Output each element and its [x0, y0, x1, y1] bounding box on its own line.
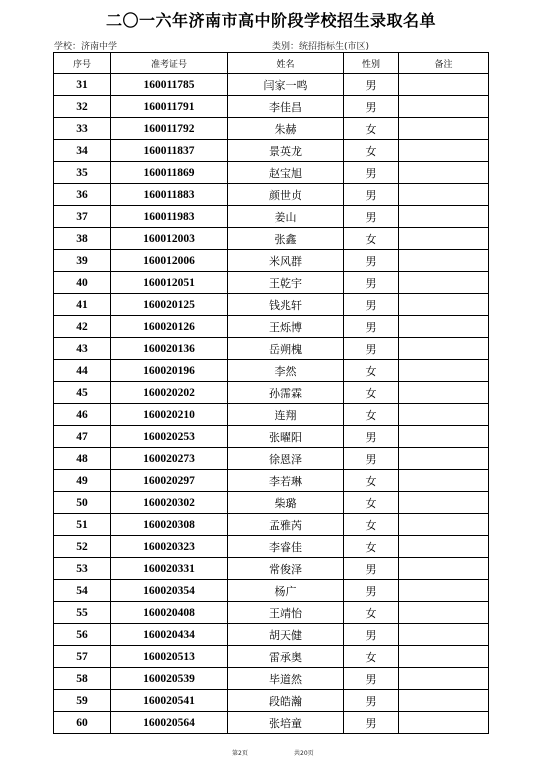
name-cell: 毕道然 [228, 668, 344, 690]
name-cell: 张曜阳 [228, 426, 344, 448]
seq-cell: 55 [54, 602, 111, 624]
gender-cell: 男 [344, 184, 399, 206]
table-row [54, 294, 489, 316]
header-name: 姓名 [228, 53, 344, 74]
exam-number-cell: 160020253 [111, 426, 228, 448]
remarks-cell [399, 162, 489, 184]
seq-cell: 49 [54, 470, 111, 492]
gender-cell: 女 [344, 470, 399, 492]
table-header-row [54, 53, 489, 74]
exam-number-cell: 160012003 [111, 228, 228, 250]
seq-cell: 45 [54, 382, 111, 404]
total-pages: 共20页 [294, 750, 314, 757]
table-row [54, 250, 489, 272]
remarks-cell [399, 184, 489, 206]
page-number: 第2页 [232, 750, 248, 757]
remarks-cell [399, 558, 489, 580]
table-row [54, 272, 489, 294]
remarks-cell [399, 360, 489, 382]
seq-cell: 53 [54, 558, 111, 580]
exam-number-cell: 160012051 [111, 272, 228, 294]
table-row [54, 184, 489, 206]
exam-number-cell: 160020354 [111, 580, 228, 602]
table-row [54, 162, 489, 184]
table-row [54, 690, 489, 712]
table-row [54, 558, 489, 580]
table-row [54, 74, 489, 96]
exam-number-cell: 160020434 [111, 624, 228, 646]
school-label: 学校：济南中学 [54, 42, 118, 52]
exam-number-cell: 160011869 [111, 162, 228, 184]
remarks-cell [399, 294, 489, 316]
name-cell: 王乾宇 [228, 272, 344, 294]
remarks-cell [399, 448, 489, 470]
remarks-cell [399, 206, 489, 228]
table-row [54, 404, 489, 426]
remarks-cell [399, 118, 489, 140]
seq-cell: 60 [54, 712, 111, 734]
exam-number-cell: 160011983 [111, 206, 228, 228]
exam-number-cell: 160020136 [111, 338, 228, 360]
remarks-cell [399, 74, 489, 96]
seq-cell: 42 [54, 316, 111, 338]
gender-cell: 女 [344, 228, 399, 250]
exam-number-cell: 160012006 [111, 250, 228, 272]
name-cell: 李佳昌 [228, 96, 344, 118]
exam-number-cell: 160020331 [111, 558, 228, 580]
header-seq: 序号 [54, 53, 111, 74]
seq-cell: 35 [54, 162, 111, 184]
exam-number-cell: 160020126 [111, 316, 228, 338]
table-row [54, 448, 489, 470]
remarks-cell [399, 602, 489, 624]
table-row [54, 96, 489, 118]
exam-number-cell: 160020196 [111, 360, 228, 382]
gender-cell: 女 [344, 514, 399, 536]
remarks-cell [399, 338, 489, 360]
gender-cell: 女 [344, 404, 399, 426]
seq-cell: 33 [54, 118, 111, 140]
seq-cell: 51 [54, 514, 111, 536]
name-cell: 李然 [228, 360, 344, 382]
table-row [54, 668, 489, 690]
gender-cell: 男 [344, 448, 399, 470]
name-cell: 孙霈霖 [228, 382, 344, 404]
name-cell: 朱赫 [228, 118, 344, 140]
table-row [54, 228, 489, 250]
seq-cell: 40 [54, 272, 111, 294]
gender-cell: 男 [344, 96, 399, 118]
table-row [54, 426, 489, 448]
remarks-cell [399, 712, 489, 734]
seq-cell: 39 [54, 250, 111, 272]
table-row [54, 338, 489, 360]
seq-cell: 52 [54, 536, 111, 558]
table-row [54, 316, 489, 338]
table-row [54, 646, 489, 668]
table-row [54, 118, 489, 140]
name-cell: 徐恩泽 [228, 448, 344, 470]
document-title: 二〇一六年济南市高中阶段学校招生录取名单 [105, 11, 436, 30]
seq-cell: 38 [54, 228, 111, 250]
exam-number-cell: 160020564 [111, 712, 228, 734]
remarks-cell [399, 404, 489, 426]
table-row [54, 712, 489, 734]
gender-cell: 男 [344, 294, 399, 316]
seq-cell: 57 [54, 646, 111, 668]
exam-number-cell: 160020308 [111, 514, 228, 536]
seq-cell: 58 [54, 668, 111, 690]
table-row [54, 624, 489, 646]
seq-cell: 44 [54, 360, 111, 382]
gender-cell: 男 [344, 272, 399, 294]
gender-cell: 男 [344, 712, 399, 734]
table-row [54, 492, 489, 514]
remarks-cell [399, 316, 489, 338]
name-cell: 张培童 [228, 712, 344, 734]
name-cell: 雷承奥 [228, 646, 344, 668]
seq-cell: 41 [54, 294, 111, 316]
table-row [54, 140, 489, 162]
gender-cell: 男 [344, 426, 399, 448]
table-row [54, 580, 489, 602]
remarks-cell [399, 228, 489, 250]
exam-number-cell: 160020273 [111, 448, 228, 470]
gender-cell: 男 [344, 316, 399, 338]
name-cell: 常俊泽 [228, 558, 344, 580]
seq-cell: 31 [54, 74, 111, 96]
name-cell: 杨广 [228, 580, 344, 602]
name-cell: 赵宝旭 [228, 162, 344, 184]
gender-cell: 男 [344, 580, 399, 602]
remarks-cell [399, 426, 489, 448]
name-cell: 闫家一鸣 [228, 74, 344, 96]
name-cell: 张鑫 [228, 228, 344, 250]
name-cell: 孟雅芮 [228, 514, 344, 536]
gender-cell: 男 [344, 338, 399, 360]
seq-cell: 59 [54, 690, 111, 712]
name-cell: 李睿佳 [228, 536, 344, 558]
gender-cell: 女 [344, 646, 399, 668]
exam-number-cell: 160020297 [111, 470, 228, 492]
remarks-cell [399, 272, 489, 294]
seq-cell: 47 [54, 426, 111, 448]
header-remarks: 备注 [399, 53, 489, 74]
exam-number-cell: 160020302 [111, 492, 228, 514]
seq-cell: 48 [54, 448, 111, 470]
exam-number-cell: 160020202 [111, 382, 228, 404]
gender-cell: 女 [344, 602, 399, 624]
seq-cell: 32 [54, 96, 111, 118]
gender-cell: 男 [344, 624, 399, 646]
table-row [54, 470, 489, 492]
remarks-cell [399, 96, 489, 118]
seq-cell: 54 [54, 580, 111, 602]
seq-cell: 43 [54, 338, 111, 360]
exam-number-cell: 160020539 [111, 668, 228, 690]
remarks-cell [399, 668, 489, 690]
header-gender: 性别 [344, 53, 399, 74]
table-body [54, 74, 489, 734]
name-cell: 钱兆轩 [228, 294, 344, 316]
gender-cell: 女 [344, 140, 399, 162]
table-row [54, 360, 489, 382]
name-cell: 王烁博 [228, 316, 344, 338]
remarks-cell [399, 646, 489, 668]
table-row [54, 536, 489, 558]
header-exam-number: 准考证号 [111, 53, 228, 74]
gender-cell: 男 [344, 250, 399, 272]
name-cell: 柴璐 [228, 492, 344, 514]
name-cell: 景英龙 [228, 140, 344, 162]
exam-number-cell: 160011792 [111, 118, 228, 140]
remarks-cell [399, 470, 489, 492]
exam-number-cell: 160020323 [111, 536, 228, 558]
exam-number-cell: 160011785 [111, 74, 228, 96]
name-cell: 姜山 [228, 206, 344, 228]
gender-cell: 女 [344, 492, 399, 514]
seq-cell: 36 [54, 184, 111, 206]
category-label: 类别：统招指标生(市区) [272, 42, 370, 52]
gender-cell: 男 [344, 558, 399, 580]
seq-cell: 34 [54, 140, 111, 162]
gender-cell: 女 [344, 118, 399, 140]
admission-table [53, 52, 489, 734]
remarks-cell [399, 382, 489, 404]
gender-cell: 男 [344, 162, 399, 184]
name-cell: 岳朔槐 [228, 338, 344, 360]
exam-number-cell: 160020408 [111, 602, 228, 624]
exam-number-cell: 160020541 [111, 690, 228, 712]
remarks-cell [399, 624, 489, 646]
name-cell: 胡天健 [228, 624, 344, 646]
gender-cell: 男 [344, 668, 399, 690]
exam-number-cell: 160020210 [111, 404, 228, 426]
remarks-cell [399, 250, 489, 272]
gender-cell: 女 [344, 382, 399, 404]
table-row [54, 602, 489, 624]
name-cell: 李若琳 [228, 470, 344, 492]
exam-number-cell: 160011791 [111, 96, 228, 118]
name-cell: 段皓瀚 [228, 690, 344, 712]
remarks-cell [399, 690, 489, 712]
exam-number-cell: 160011837 [111, 140, 228, 162]
name-cell: 颜世贞 [228, 184, 344, 206]
name-cell: 米风群 [228, 250, 344, 272]
gender-cell: 男 [344, 206, 399, 228]
table-row [54, 514, 489, 536]
gender-cell: 女 [344, 536, 399, 558]
name-cell: 连翔 [228, 404, 344, 426]
gender-cell: 男 [344, 74, 399, 96]
table-row [54, 382, 489, 404]
remarks-cell [399, 580, 489, 602]
remarks-cell [399, 492, 489, 514]
table-row [54, 206, 489, 228]
exam-number-cell: 160020125 [111, 294, 228, 316]
seq-cell: 37 [54, 206, 111, 228]
seq-cell: 56 [54, 624, 111, 646]
name-cell: 王靖怡 [228, 602, 344, 624]
seq-cell: 50 [54, 492, 111, 514]
gender-cell: 女 [344, 360, 399, 382]
remarks-cell [399, 514, 489, 536]
seq-cell: 46 [54, 404, 111, 426]
gender-cell: 男 [344, 690, 399, 712]
exam-number-cell: 160020513 [111, 646, 228, 668]
remarks-cell [399, 140, 489, 162]
remarks-cell [399, 536, 489, 558]
exam-number-cell: 160011883 [111, 184, 228, 206]
